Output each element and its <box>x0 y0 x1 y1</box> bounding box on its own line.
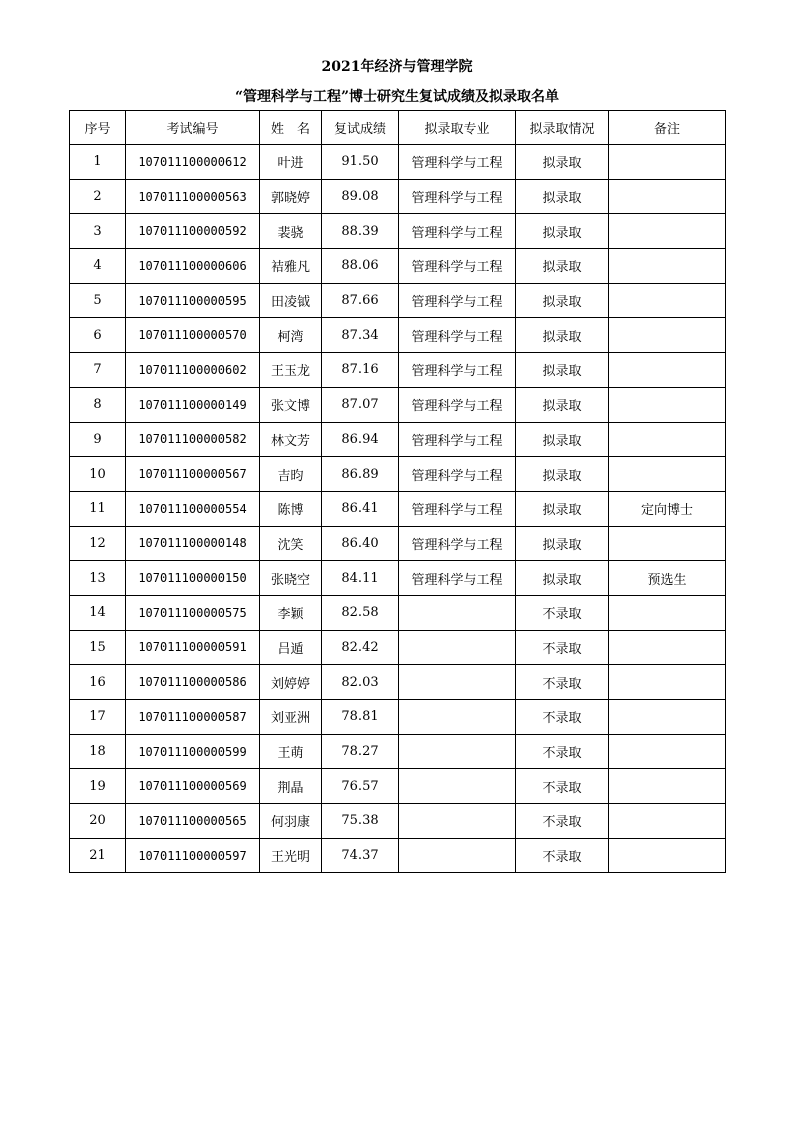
cell-exam-number: 107011100000149 <box>126 387 260 422</box>
cell-serial: 6 <box>70 318 126 353</box>
cell-retest-score: 88.39 <box>322 214 399 249</box>
cell-name: 裴骁 <box>260 214 322 249</box>
table-row <box>70 457 726 492</box>
cell-admission-major <box>399 804 516 839</box>
cell-admission-major: 管理科学与工程 <box>399 283 516 318</box>
cell-remarks <box>609 145 726 180</box>
table-row <box>70 665 726 700</box>
cell-serial: 11 <box>70 491 126 526</box>
cell-exam-number: 107011100000599 <box>126 734 260 769</box>
cell-admission-status: 拟录取 <box>516 422 609 457</box>
cell-retest-score: 82.03 <box>322 665 399 700</box>
cell-name: 刘婷婷 <box>260 665 322 700</box>
cell-name: 荆晶 <box>260 769 322 804</box>
cell-name: 陈博 <box>260 491 322 526</box>
cell-remarks <box>609 630 726 665</box>
cell-exam-number: 107011100000595 <box>126 283 260 318</box>
cell-serial: 15 <box>70 630 126 665</box>
table-body <box>70 145 726 873</box>
cell-admission-status: 不录取 <box>516 838 609 873</box>
cell-admission-major <box>399 838 516 873</box>
cell-remarks <box>609 595 726 630</box>
cell-retest-score: 78.81 <box>322 700 399 735</box>
cell-retest-score: 82.42 <box>322 630 399 665</box>
table-row <box>70 179 726 214</box>
cell-admission-major: 管理科学与工程 <box>399 145 516 180</box>
cell-name: 王玉龙 <box>260 353 322 388</box>
cell-exam-number: 107011100000587 <box>126 700 260 735</box>
cell-name: 何羽康 <box>260 804 322 839</box>
cell-admission-status: 拟录取 <box>516 457 609 492</box>
cell-serial: 5 <box>70 283 126 318</box>
cell-exam-number: 107011100000582 <box>126 422 260 457</box>
cell-serial: 4 <box>70 249 126 284</box>
cell-exam-number: 107011100000150 <box>126 561 260 596</box>
cell-remarks <box>609 353 726 388</box>
cell-remarks <box>609 457 726 492</box>
cell-admission-status: 拟录取 <box>516 561 609 596</box>
cell-retest-score: 89.08 <box>322 179 399 214</box>
cell-admission-major: 管理科学与工程 <box>399 457 516 492</box>
cell-admission-status: 拟录取 <box>516 283 609 318</box>
cell-retest-score: 91.50 <box>322 145 399 180</box>
cell-serial: 12 <box>70 526 126 561</box>
cell-retest-score: 82.58 <box>322 595 399 630</box>
cell-admission-major <box>399 665 516 700</box>
cell-admission-major: 管理科学与工程 <box>399 318 516 353</box>
cell-exam-number: 107011100000586 <box>126 665 260 700</box>
results-table <box>69 110 726 873</box>
cell-name: 郭晓婷 <box>260 179 322 214</box>
cell-admission-major <box>399 595 516 630</box>
cell-name: 林文芳 <box>260 422 322 457</box>
cell-name: 李颖 <box>260 595 322 630</box>
cell-exam-number: 107011100000602 <box>126 353 260 388</box>
cell-serial: 1 <box>70 145 126 180</box>
cell-name: 刘亚洲 <box>260 700 322 735</box>
cell-exam-number: 107011100000612 <box>126 145 260 180</box>
cell-admission-status: 拟录取 <box>516 249 609 284</box>
cell-admission-status: 不录取 <box>516 804 609 839</box>
header-admission-status: 拟录取情况 <box>516 111 609 145</box>
cell-serial: 14 <box>70 595 126 630</box>
cell-name: 张晓空 <box>260 561 322 596</box>
table-row <box>70 700 726 735</box>
table-row <box>70 283 726 318</box>
cell-remarks <box>609 838 726 873</box>
cell-retest-score: 86.94 <box>322 422 399 457</box>
cell-admission-major <box>399 630 516 665</box>
table-row <box>70 387 726 422</box>
cell-admission-major: 管理科学与工程 <box>399 387 516 422</box>
cell-remarks <box>609 700 726 735</box>
cell-serial: 16 <box>70 665 126 700</box>
header-admission-major: 拟录取专业 <box>399 111 516 145</box>
table-row <box>70 491 726 526</box>
cell-name: 吉昀 <box>260 457 322 492</box>
cell-name: 叶进 <box>260 145 322 180</box>
cell-admission-status: 不录取 <box>516 700 609 735</box>
cell-admission-major: 管理科学与工程 <box>399 561 516 596</box>
cell-admission-status: 拟录取 <box>516 353 609 388</box>
cell-admission-status: 拟录取 <box>516 214 609 249</box>
cell-admission-status: 不录取 <box>516 595 609 630</box>
cell-remarks <box>609 665 726 700</box>
cell-admission-major: 管理科学与工程 <box>399 214 516 249</box>
cell-remarks <box>609 734 726 769</box>
cell-serial: 10 <box>70 457 126 492</box>
cell-admission-status: 拟录取 <box>516 179 609 214</box>
cell-admission-major: 管理科学与工程 <box>399 422 516 457</box>
cell-retest-score: 86.40 <box>322 526 399 561</box>
cell-name: 柯湾 <box>260 318 322 353</box>
table-row <box>70 561 726 596</box>
cell-exam-number: 107011100000148 <box>126 526 260 561</box>
cell-remarks <box>609 422 726 457</box>
cell-retest-score: 87.07 <box>322 387 399 422</box>
cell-retest-score: 74.37 <box>322 838 399 873</box>
table-row <box>70 630 726 665</box>
cell-retest-score: 87.34 <box>322 318 399 353</box>
table-row <box>70 249 726 284</box>
cell-retest-score: 86.89 <box>322 457 399 492</box>
cell-exam-number: 107011100000592 <box>126 214 260 249</box>
cell-exam-number: 107011100000606 <box>126 249 260 284</box>
cell-name: 田凌钺 <box>260 283 322 318</box>
cell-name: 袺雅凡 <box>260 249 322 284</box>
document-title: 2021年经济与管理学院 <box>321 59 473 75</box>
table-row <box>70 422 726 457</box>
table-row <box>70 769 726 804</box>
document-subtitle: “管理科学与工程”博士研究生复试成绩及拟录取名单 <box>234 89 560 105</box>
cell-remarks: 定向博士 <box>609 491 726 526</box>
cell-admission-major: 管理科学与工程 <box>399 179 516 214</box>
cell-remarks <box>609 804 726 839</box>
cell-serial: 7 <box>70 353 126 388</box>
cell-retest-score: 86.41 <box>322 491 399 526</box>
cell-retest-score: 75.38 <box>322 804 399 839</box>
cell-remarks <box>609 769 726 804</box>
header-exam-number: 考试编号 <box>126 111 260 145</box>
cell-remarks <box>609 283 726 318</box>
cell-admission-major: 管理科学与工程 <box>399 526 516 561</box>
cell-retest-score: 87.16 <box>322 353 399 388</box>
table-row <box>70 145 726 180</box>
header-serial: 序号 <box>70 111 126 145</box>
cell-admission-status: 不录取 <box>516 630 609 665</box>
cell-exam-number: 107011100000554 <box>126 491 260 526</box>
table-row <box>70 214 726 249</box>
table-row <box>70 804 726 839</box>
cell-remarks: 预选生 <box>609 561 726 596</box>
header-name: 姓 名 <box>260 111 322 145</box>
cell-retest-score: 87.66 <box>322 283 399 318</box>
cell-serial: 3 <box>70 214 126 249</box>
cell-remarks <box>609 249 726 284</box>
cell-exam-number: 107011100000597 <box>126 838 260 873</box>
cell-exam-number: 107011100000567 <box>126 457 260 492</box>
cell-serial: 8 <box>70 387 126 422</box>
cell-name: 沈笑 <box>260 526 322 561</box>
cell-retest-score: 78.27 <box>322 734 399 769</box>
cell-remarks <box>609 214 726 249</box>
table-row <box>70 734 726 769</box>
cell-name: 王萌 <box>260 734 322 769</box>
cell-admission-status: 拟录取 <box>516 491 609 526</box>
cell-remarks <box>609 179 726 214</box>
table-row <box>70 526 726 561</box>
cell-serial: 20 <box>70 804 126 839</box>
table-row <box>70 838 726 873</box>
cell-admission-major: 管理科学与工程 <box>399 353 516 388</box>
cell-serial: 9 <box>70 422 126 457</box>
cell-exam-number: 107011100000563 <box>126 179 260 214</box>
cell-admission-status: 不录取 <box>516 769 609 804</box>
cell-serial: 17 <box>70 700 126 735</box>
table-row <box>70 318 726 353</box>
cell-exam-number: 107011100000565 <box>126 804 260 839</box>
cell-retest-score: 76.57 <box>322 769 399 804</box>
table-header-row <box>70 111 726 145</box>
cell-admission-status: 拟录取 <box>516 145 609 180</box>
table-row <box>70 353 726 388</box>
cell-admission-status: 不录取 <box>516 734 609 769</box>
table-row <box>70 595 726 630</box>
cell-admission-major: 管理科学与工程 <box>399 491 516 526</box>
cell-admission-major: 管理科学与工程 <box>399 249 516 284</box>
cell-remarks <box>609 318 726 353</box>
cell-serial: 13 <box>70 561 126 596</box>
cell-admission-status: 拟录取 <box>516 318 609 353</box>
header-retest-score: 复试成绩 <box>322 111 399 145</box>
cell-exam-number: 107011100000591 <box>126 630 260 665</box>
cell-admission-major <box>399 700 516 735</box>
header-remarks: 备注 <box>609 111 726 145</box>
cell-admission-major <box>399 769 516 804</box>
cell-remarks <box>609 387 726 422</box>
cell-exam-number: 107011100000575 <box>126 595 260 630</box>
cell-admission-status: 拟录取 <box>516 526 609 561</box>
cell-retest-score: 84.11 <box>322 561 399 596</box>
cell-exam-number: 107011100000570 <box>126 318 260 353</box>
cell-name: 张文博 <box>260 387 322 422</box>
cell-name: 王光明 <box>260 838 322 873</box>
cell-exam-number: 107011100000569 <box>126 769 260 804</box>
cell-admission-status: 拟录取 <box>516 387 609 422</box>
cell-admission-major <box>399 734 516 769</box>
cell-serial: 19 <box>70 769 126 804</box>
cell-serial: 2 <box>70 179 126 214</box>
cell-serial: 18 <box>70 734 126 769</box>
cell-admission-status: 不录取 <box>516 665 609 700</box>
cell-serial: 21 <box>70 838 126 873</box>
cell-remarks <box>609 526 726 561</box>
cell-name: 吕遁 <box>260 630 322 665</box>
cell-retest-score: 88.06 <box>322 249 399 284</box>
